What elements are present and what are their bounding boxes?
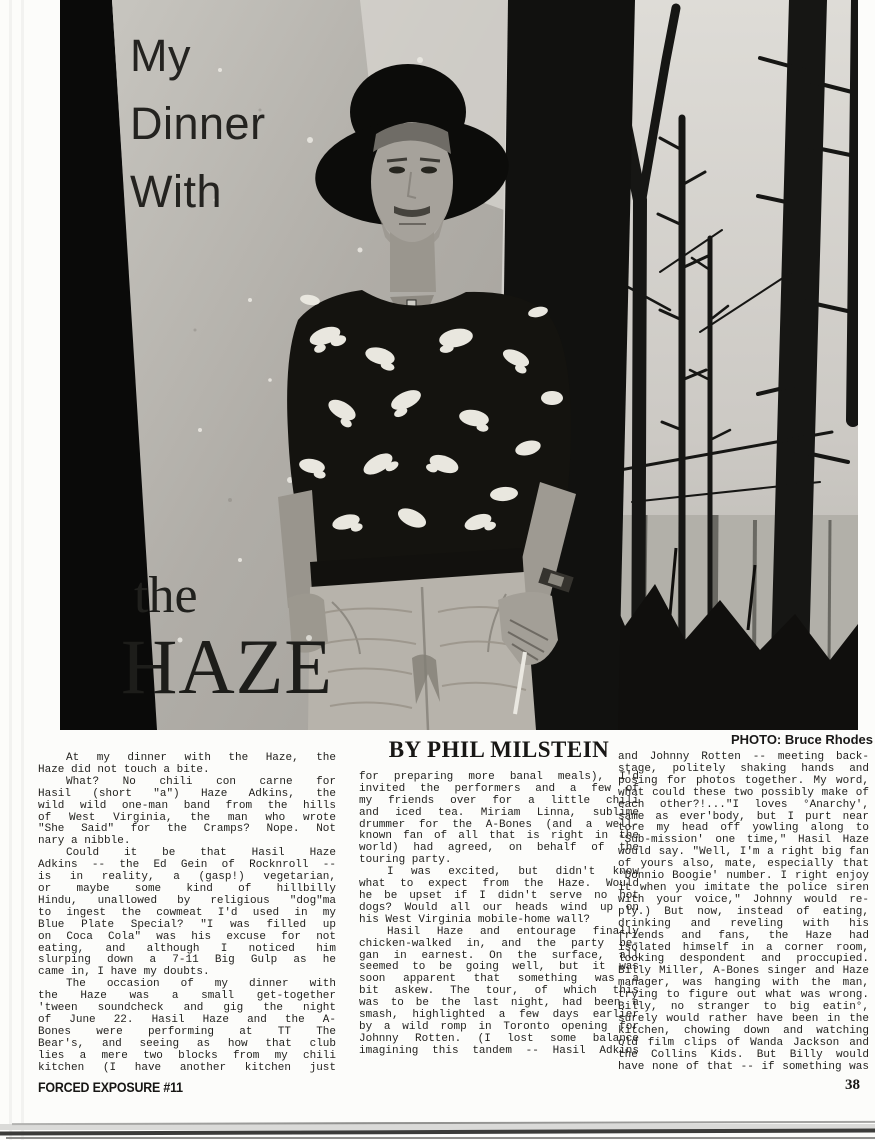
article-text-line: and iced tea. Miriam Linna, sublime xyxy=(359,806,639,819)
article-text-line: °Sub-mission' one time," Hasil Haze xyxy=(618,834,869,847)
scan-streaks xyxy=(4,0,30,1140)
page-number: 38 xyxy=(845,1077,860,1093)
article-text-line: drummer for the A-Bones (and a well- xyxy=(359,818,639,831)
article-text-line: Bones were performing at TT The xyxy=(38,1025,336,1038)
article-text-line: The occasion of my dinner with xyxy=(66,978,336,991)
title-word-the: the xyxy=(134,567,198,624)
article-text-line: invited the performers and a few of xyxy=(359,782,639,795)
article-text-line: world) had agreed, on behalf of the xyxy=(359,842,639,855)
title-word-dinner: Dinner xyxy=(130,98,266,149)
article-text-line: what could these two possibly make of xyxy=(618,786,869,799)
article-text-line: Johnny Rotten. (I lost some balance xyxy=(359,1032,639,1045)
article-text-line: tore my head off yowling along to xyxy=(618,822,869,835)
article-text-line: At my dinner with the Haze, the xyxy=(66,752,336,764)
article-column-3 xyxy=(618,752,869,1073)
article-text-line: Bear's, and seeing as how that club xyxy=(38,1037,336,1050)
article-text-line: eating, and although I noticed him xyxy=(38,942,336,955)
article-text-line: old film clips of Wanda Jackson and xyxy=(618,1036,869,1049)
article-text-line: "She Said" for the Cramps? Nope. Not xyxy=(38,823,336,836)
article-text-line: Billy Miller, A-Bones singer and Haze xyxy=(618,965,869,978)
article-text-line: came in, I have my doubts. xyxy=(38,966,210,979)
article-text-line: Haze did not touch a bite. xyxy=(38,763,210,776)
article-text-line: slurping down a 7-11 Big Gulp as he xyxy=(38,954,336,967)
title-word-my: My xyxy=(130,30,191,81)
article-text-line: imagining this tandem -- Hasil Adkins xyxy=(359,1044,639,1057)
article-text-line: Hasil Haze and entourage finally xyxy=(387,925,639,938)
article-text-line: on Coca Cola" was his excuse for not xyxy=(38,930,336,943)
article-text-line: and Johnny Rotten -- meeting back- xyxy=(618,751,869,763)
title-word-with: With xyxy=(130,166,222,217)
article-text-line: trying to figure out what was wrong. xyxy=(618,989,869,1002)
article-text-line: soon apparent that something was a xyxy=(359,973,639,986)
article-text-line: chicken-walked in, and the party be- xyxy=(359,937,639,950)
article-text-line: dogs? Would all our heads wind up on xyxy=(359,901,639,914)
article-text-line: nary a nibble. xyxy=(38,835,131,848)
article-text-line: have none of that -- if something was xyxy=(618,1060,869,1073)
byline: BY PHIL MILSTEIN xyxy=(388,737,610,762)
article-text-line: what to expect from the Haze. Would xyxy=(359,878,639,891)
page-curl-line-3 xyxy=(6,1137,875,1139)
article-text-line: 'tween soundcheck and gig the night xyxy=(38,1002,336,1015)
article-text-line: lies a mere two blocks from my chili xyxy=(38,1049,336,1062)
article-text-line: was to be the last night, had been a xyxy=(359,997,639,1010)
article-text-line: surely would rather have been in the xyxy=(618,1012,869,1025)
article-text-line: kitchen, chowing down and watching xyxy=(618,1024,869,1037)
article-text-line: same as ever'body, but I purt near xyxy=(618,810,869,823)
article-text-line: of yours also, mate, especially that xyxy=(618,858,869,871)
article-text-line: kitchen (I have another kitchen just xyxy=(38,1061,336,1074)
article-text-line: each other?!..."I loves °Anarchy', xyxy=(618,798,869,811)
article-text-line: Blue Plate Special? "I was filled up xyxy=(38,918,336,931)
article-text-line: he be upset if I didn't serve no hot xyxy=(359,889,639,902)
article-text-line: I was excited, but didn't know xyxy=(387,866,639,879)
article-text-line: seemed to be going well, but it was xyxy=(359,961,639,974)
article-text-line: would say. "Well, I'm a right big fan xyxy=(618,846,869,859)
masthead xyxy=(130,22,266,226)
article-text-line: friends and fans, the Haze had xyxy=(618,929,869,942)
magazine-title: FORCED EXPOSURE #11 xyxy=(38,1080,183,1095)
article-text-line: smash, highlighted a few days earlier xyxy=(359,1009,639,1022)
article-text-line: with your voice," Johnny would re- xyxy=(618,893,869,906)
article-text-line: Could it be that Hasil Haze xyxy=(66,847,336,860)
article-text-line: posing for photos together. My word, xyxy=(618,774,869,787)
article-text-line: is in reality, a (gasp!) vegetarian, xyxy=(38,871,336,884)
article-text-line: or maybe some kind of hillbilly xyxy=(38,882,336,895)
article-text-line: known fan of all that is right in the xyxy=(359,830,639,843)
article-text-line: Billy, no stranger to big eatin°, xyxy=(618,1001,869,1014)
article-text-line: Hasil (short "a") Haze Adkins, the xyxy=(38,787,336,800)
article-text-line: isolated himself in a corner room, xyxy=(618,941,869,954)
article-text-line: my friends over for a little chili xyxy=(359,794,639,807)
article-text-line: the Collins Kids. But Billy would xyxy=(618,1048,869,1061)
article-text-line: for preparing more banal meals), I'd xyxy=(359,770,639,783)
article-text-line: Adkins -- the Ed Gein of Rocknroll -- xyxy=(38,859,336,872)
article-text-line: gan in earnest. On the surface, all xyxy=(359,949,639,962)
article-text-line: the Haze was a small get-together xyxy=(38,990,336,1003)
article-text-line: Hindu, unallowed by religious "dog"ma xyxy=(38,894,336,907)
article-text-line: bit askew. The tour, of which this xyxy=(359,985,639,998)
title-word-haze: HAZE xyxy=(121,623,333,710)
article-text-line: wild wild one-man band from the hills xyxy=(38,799,336,812)
article-text-line: stage, politely shaking hands and xyxy=(618,762,869,775)
hero-photo xyxy=(60,0,858,730)
article-text-line: touring party. xyxy=(359,854,452,867)
article-text-line: of June 22. Hasil Haze and the A- xyxy=(38,1013,336,1026)
article-text-line: What? No chili con carne for xyxy=(66,775,336,788)
article-column-1 xyxy=(38,753,336,1074)
article-text-line: to ingest the cowmeat I'd used in my xyxy=(38,906,336,919)
article-text-line: manager, was hanging with the man, xyxy=(618,977,869,990)
article-text-line: looking despondent and proccupied. xyxy=(618,953,869,966)
article-text-line: by a wild romp in Toronto opening for xyxy=(359,1020,639,1033)
article-text-line: °Donnio Boogie' number. I right enjoy xyxy=(618,870,869,883)
article-text-line: his West Virginia mobile-home wall? xyxy=(359,913,591,926)
article-text-line: of West Virginia, the man who wrote xyxy=(38,811,336,824)
article-text-line: ply.) But now, instead of eating, xyxy=(618,905,869,918)
article-column-2-lines xyxy=(359,772,639,1058)
article-text-line: it when you imitate the police siren xyxy=(618,881,869,894)
article-text-line: drinking and reveling with his xyxy=(618,917,869,930)
article-column-2 xyxy=(359,737,639,1058)
photo-credit: PHOTO: Bruce Rhodes xyxy=(730,732,873,747)
